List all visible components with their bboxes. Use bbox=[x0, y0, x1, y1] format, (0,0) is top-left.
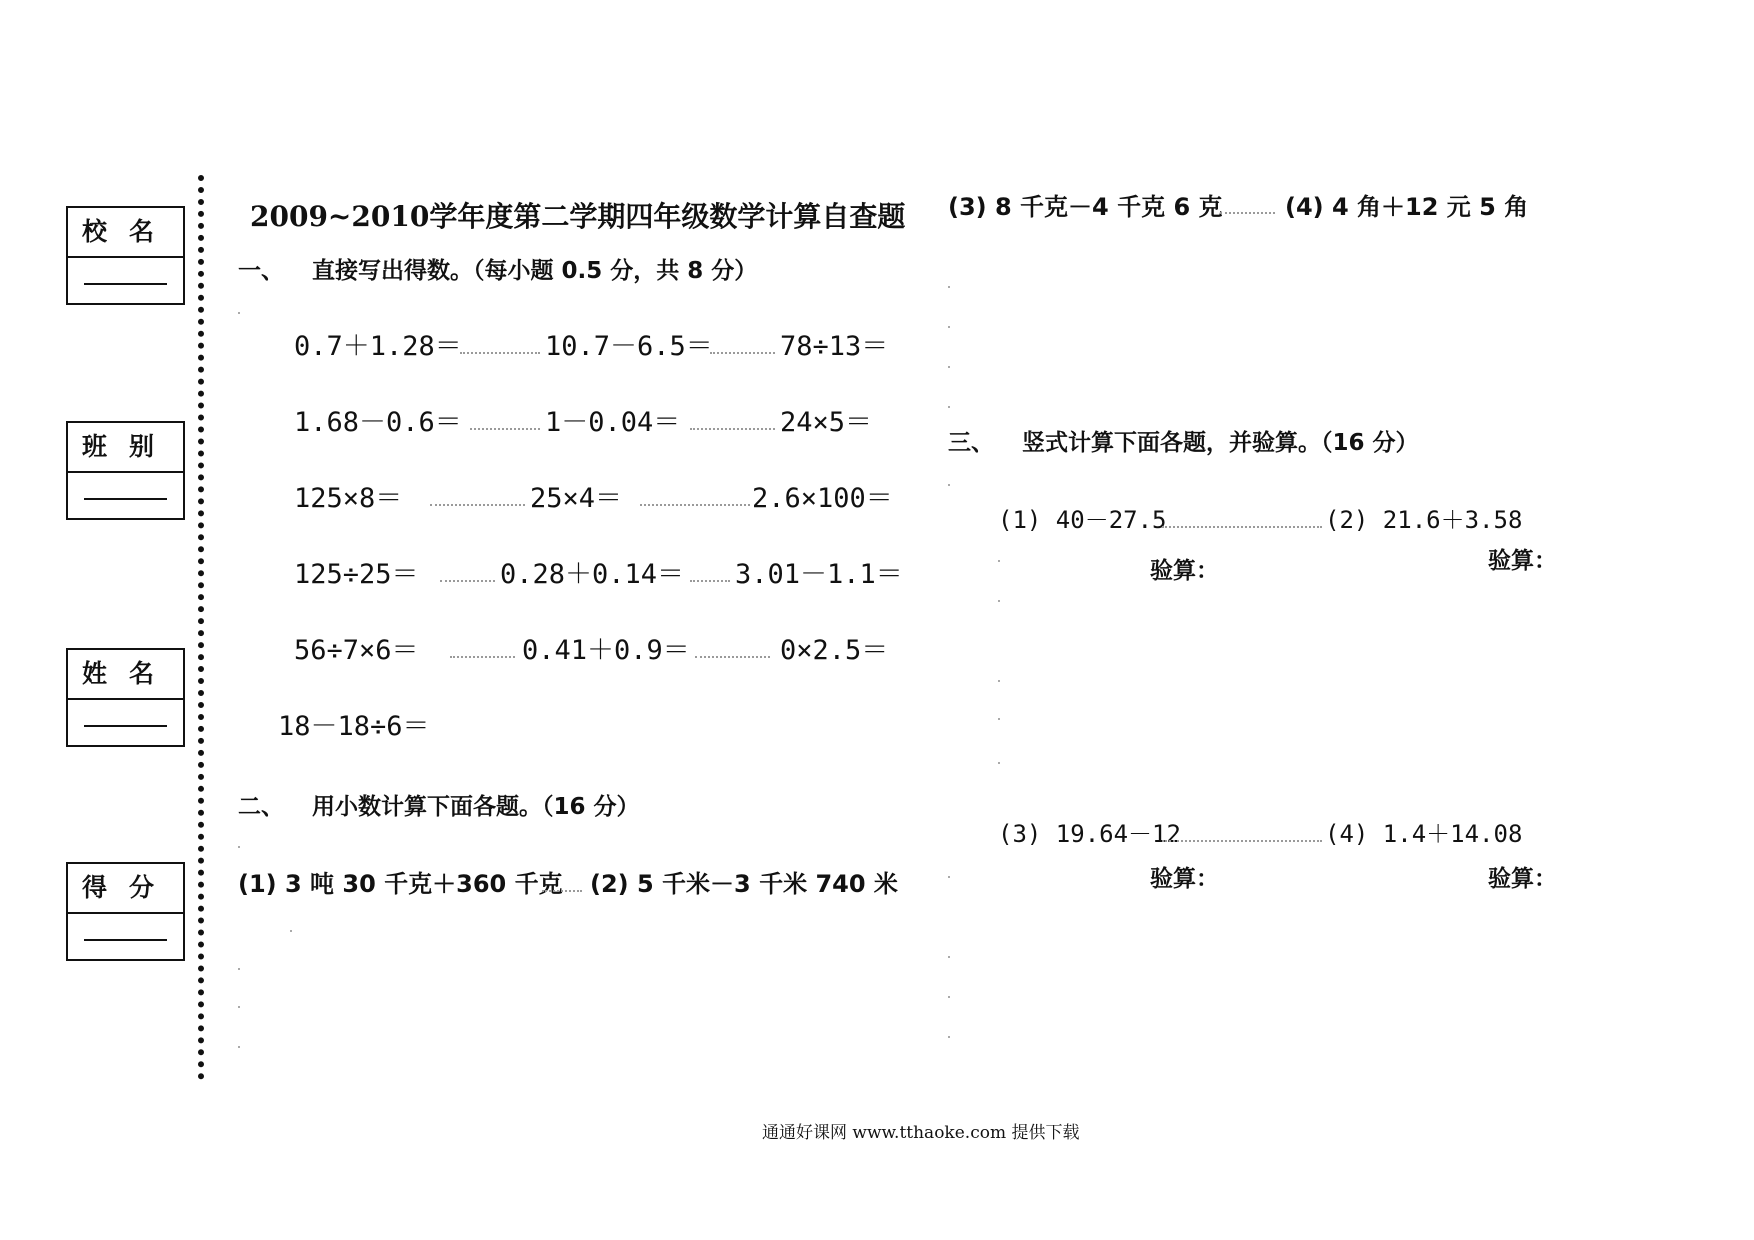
calc-item: 56÷7×6＝ bbox=[294, 635, 419, 666]
section-1-heading: 直接写出得数。（每小题 0.5 分，共 8 分） bbox=[312, 258, 758, 284]
scan-speck bbox=[238, 846, 240, 848]
vertical-problem-2: (2) 21.6＋3.58 bbox=[1325, 506, 1523, 534]
vertical-problem-3: (3) 19.64－12 bbox=[998, 820, 1181, 848]
check-label: 验算： bbox=[1488, 866, 1557, 892]
calc-item: 1－0.04＝ bbox=[545, 407, 681, 438]
scan-speck bbox=[948, 326, 950, 328]
dotted-separator bbox=[1162, 526, 1322, 528]
student-name-label: 姓名 bbox=[68, 650, 183, 700]
dotted-separator bbox=[470, 428, 540, 430]
calc-item: 3.01－1.1＝ bbox=[735, 559, 903, 590]
calc-item: 125÷25＝ bbox=[294, 559, 419, 590]
dotted-separator bbox=[450, 656, 515, 658]
dotted-separator bbox=[1162, 840, 1322, 842]
dotted-separator bbox=[460, 352, 540, 354]
binding-dotted-line bbox=[198, 175, 204, 1080]
unit-problem-4: (4) 4 角＋12 元 5 角 bbox=[1285, 193, 1529, 221]
scan-speck bbox=[948, 1036, 950, 1038]
page-title: 2009~2010学年度第二学期四年级数学计算自查题 bbox=[250, 200, 906, 233]
check-label: 验算： bbox=[1488, 548, 1557, 574]
scan-speck bbox=[290, 930, 292, 932]
unit-problem-2: (2) 5 千米－3 千米 740 米 bbox=[590, 870, 898, 898]
score-blank bbox=[84, 939, 167, 941]
score-box bbox=[66, 862, 185, 961]
check-label: 验算： bbox=[1150, 866, 1219, 892]
scan-speck bbox=[948, 366, 950, 368]
calc-item: 0.28＋0.14＝ bbox=[500, 559, 685, 590]
student-name-box bbox=[66, 648, 185, 747]
scan-speck bbox=[998, 762, 1000, 764]
vertical-problem-1: (1) 40－27.5 bbox=[998, 506, 1167, 534]
unit-problem-1: (1) 3 吨 30 千克＋360 千克 bbox=[238, 870, 563, 898]
check-label: 验算： bbox=[1150, 558, 1219, 584]
scan-speck bbox=[948, 286, 950, 288]
dotted-separator bbox=[430, 504, 525, 506]
dotted-separator bbox=[695, 656, 770, 658]
scan-speck bbox=[948, 876, 950, 878]
score-label: 得分 bbox=[68, 864, 183, 914]
scan-speck bbox=[238, 1046, 240, 1048]
unit-problem-3: (3) 8 千克－4 千克 6 克 bbox=[948, 193, 1223, 221]
dotted-separator bbox=[710, 352, 775, 354]
calc-item: 78÷13＝ bbox=[780, 331, 889, 362]
scan-speck bbox=[238, 968, 240, 970]
scan-speck bbox=[948, 956, 950, 958]
scan-speck bbox=[948, 484, 950, 486]
dotted-separator bbox=[542, 890, 582, 892]
calc-item: 0.7＋1.28＝ bbox=[294, 331, 462, 362]
school-name-box bbox=[66, 206, 185, 305]
calc-item: 125×8＝ bbox=[294, 483, 403, 514]
class-box bbox=[66, 421, 185, 520]
calc-item: 25×4＝ bbox=[530, 483, 623, 514]
footer-note: 通通好课网 www.tthaoke.com 提供下载 bbox=[762, 1123, 1080, 1143]
scan-speck bbox=[998, 718, 1000, 720]
calc-item: 24×5＝ bbox=[780, 407, 873, 438]
scan-speck bbox=[998, 560, 1000, 562]
calc-item: 1.68－0.6＝ bbox=[294, 407, 462, 438]
student-name-blank bbox=[84, 725, 167, 727]
calc-item: 18－18÷6＝ bbox=[278, 711, 430, 742]
school-name-label: 校名 bbox=[68, 208, 183, 258]
calc-item: 2.6×100＝ bbox=[752, 483, 893, 514]
scan-speck bbox=[238, 312, 240, 314]
vertical-problem-4: (4) 1.4＋14.08 bbox=[1325, 820, 1523, 848]
scan-speck bbox=[998, 680, 1000, 682]
dotted-separator bbox=[440, 580, 495, 582]
scan-speck bbox=[948, 406, 950, 408]
school-name-blank bbox=[84, 283, 167, 285]
calc-item: 10.7－6.5＝ bbox=[545, 331, 713, 362]
dotted-separator bbox=[640, 504, 750, 506]
dotted-separator bbox=[690, 580, 730, 582]
dotted-separator bbox=[690, 428, 775, 430]
scan-speck bbox=[238, 1006, 240, 1008]
section-3-number: 三、 bbox=[948, 430, 994, 456]
calc-item: 0×2.5＝ bbox=[780, 635, 889, 666]
section-2-number: 二、 bbox=[238, 794, 284, 820]
section-2-heading: 用小数计算下面各题。（16 分） bbox=[312, 794, 640, 820]
section-1-number: 一、 bbox=[238, 258, 284, 284]
calc-item: 0.41＋0.9＝ bbox=[522, 635, 690, 666]
dotted-separator bbox=[1220, 212, 1275, 214]
scan-speck bbox=[948, 996, 950, 998]
scan-speck bbox=[998, 600, 1000, 602]
section-3-heading: 竖式计算下面各题，并验算。（16 分） bbox=[1022, 430, 1419, 456]
class-label: 班别 bbox=[68, 423, 183, 473]
class-blank bbox=[84, 498, 167, 500]
